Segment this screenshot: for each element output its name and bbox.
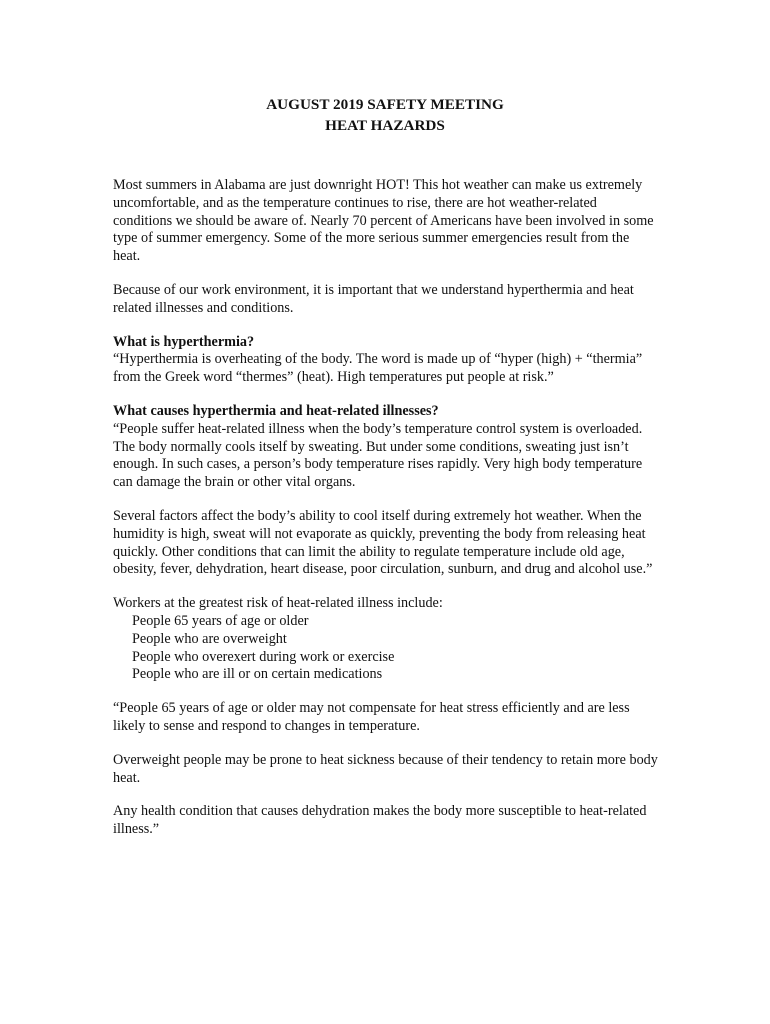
paragraph-factors: Several factors affect the body’s ability to cool itself during extremely hot weather. When the humidity is high, sweat will not evaporate as quickly, preventing the body from releasing heat quickly. Other conditions that can limit the ability to regulate temperature include old age, obesity, fever, dehydration, heart disease, poor circulation, sunburn, and drug and alcohol use.” (113, 507, 653, 578)
paragraph-environment: Because of our work environment, it is important that we understand hyperthermia and heat related illnesses and conditions. (113, 281, 634, 316)
title-line-2: HEAT HAZARDS (325, 117, 445, 134)
list-item: People who overexert during work or exercise (132, 648, 395, 665)
paragraph-intro: Most summers in Alabama are just downright HOT! This hot weather can make us extremely uncomfortable, and as the temperature continues to rise, there are hot weather-related conditions we should be aware of. Nearly 70 percent of Americans have been involved in some type of summer emergency. Some of the more serious summer emergencies result from the heat. (113, 177, 654, 265)
paragraph-what-is-hyperthermia: “Hyperthermia is overheating of the body. The word is made up of “hyper (high) + “thermia” from the Greek word “thermes” (heat). High temperatures put people at risk.” (113, 351, 643, 386)
document-title (0, 94, 770, 136)
paragraph-dehydration: Any health condition that causes dehydration makes the body more susceptible to heat-related illness.” (113, 803, 647, 838)
paragraph-older-people: “People 65 years of age or older may not compensate for heat stress efficiently and are less likely to sense and respond to changes in temperature. (113, 700, 630, 734)
document-body (113, 177, 658, 855)
paragraph-overweight: Overweight people may be prone to heat sickness because of their tendency to retain more body heat. (113, 751, 658, 786)
paragraph-causes: “People suffer heat-related illness when the body’s temperature control system is overloaded. The body normally cools itself by sweating. But under some conditions, sweating just isn’t enough. In such cases, a person’s body temperature rises rapidly. Very high body temperature can damage the brain or other vital organs. (113, 420, 643, 491)
title-line-1: AUGUST 2019 SAFETY MEETING (266, 96, 504, 113)
heading-what-causes: What causes hyperthermia and heat-related illnesses? (113, 402, 439, 419)
list-item: People who are ill or on certain medications (132, 666, 383, 683)
list-item: People who are overweight (132, 630, 287, 647)
heading-what-is-hyperthermia: What is hyperthermia? (113, 333, 255, 350)
risk-intro: Workers at the greatest risk of heat-related illness include: (113, 595, 443, 612)
list-item: People 65 years of age or older (132, 612, 309, 629)
risk-list (132, 613, 658, 684)
